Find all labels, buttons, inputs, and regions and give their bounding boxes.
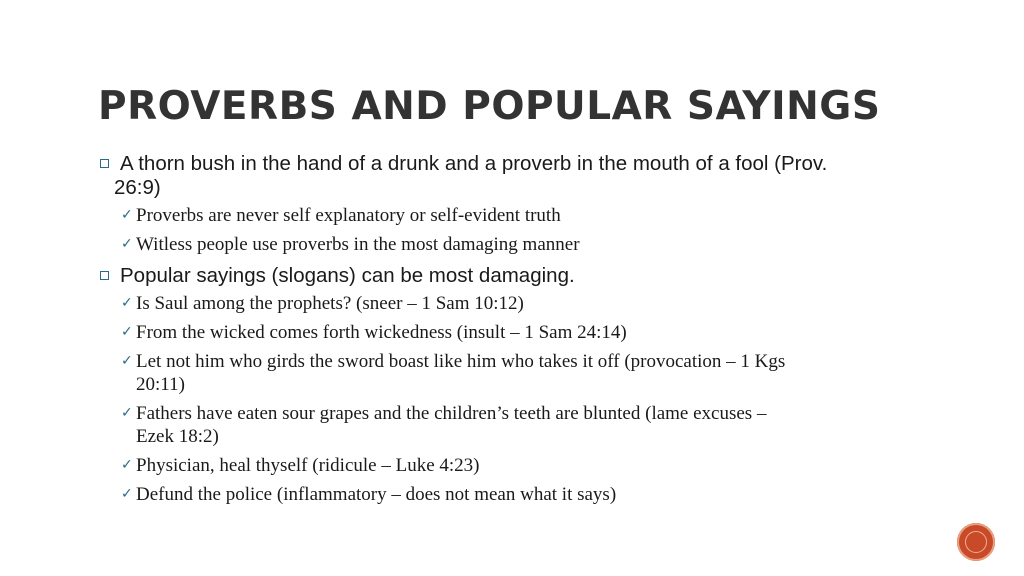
bullet-text: Popular sayings (slogans) can be most damaging. (120, 264, 575, 287)
sub-item-text: Defund the police (inflammatory – does not mean what it says) (136, 484, 617, 505)
checkmark-icon: ✓ (121, 486, 133, 502)
square-bullet-icon (100, 271, 109, 280)
checkmark-icon: ✓ (121, 457, 133, 473)
slide-logo-icon (957, 523, 995, 561)
bullet-item (100, 152, 970, 200)
sub-item (100, 292, 970, 315)
checkmark-icon: ✓ (121, 324, 133, 340)
sub-item (100, 350, 970, 396)
slide-title: PROVERBS AND POPULAR SAYINGS (98, 84, 881, 129)
square-bullet-icon (100, 159, 109, 168)
checkmark-icon: ✓ (121, 405, 133, 421)
checkmark-icon: ✓ (121, 353, 133, 369)
sub-item-text: Witless people use proverbs in the most damaging manner (136, 234, 580, 255)
sub-item (100, 204, 970, 227)
bullet-text: A thorn bush in the hand of a drunk and a proverb in the mouth of a fool (Prov. (120, 152, 828, 175)
sub-item-text: Physician, heal thyself (ridicule – Luke 4:23) (136, 455, 480, 476)
bullet-text-cont: 26:9) (114, 176, 161, 199)
logo-inner (965, 531, 987, 553)
sub-item-text-cont: Ezek 18:2) (136, 426, 219, 447)
checkmark-icon: ✓ (121, 207, 133, 223)
checkmark-icon: ✓ (121, 295, 133, 311)
sub-item-text-cont: 20:11) (136, 374, 185, 395)
sub-item-text: Proverbs are never self explanatory or self-evident truth (136, 205, 561, 226)
sub-item (100, 402, 970, 448)
sub-item-text: From the wicked comes forth wickedness (insult – 1 Sam 24:14) (136, 322, 627, 343)
sub-item (100, 483, 970, 506)
bullet-group-1 (100, 152, 970, 256)
sub-item (100, 321, 970, 344)
slide-content (100, 152, 970, 514)
sub-item-text: Fathers have eaten sour grapes and the children’s teeth are blunted (lame excuses – (136, 403, 767, 424)
bullet-group-2 (100, 264, 970, 506)
sub-item (100, 233, 970, 256)
sub-item-text: Is Saul among the prophets? (sneer – 1 Sam 10:12) (136, 293, 524, 314)
sub-item (100, 454, 970, 477)
checkmark-icon: ✓ (121, 236, 133, 252)
bullet-item (100, 264, 970, 288)
sub-item-text: Let not him who girds the sword boast like him who takes it off (provocation – 1 Kgs (136, 351, 786, 372)
